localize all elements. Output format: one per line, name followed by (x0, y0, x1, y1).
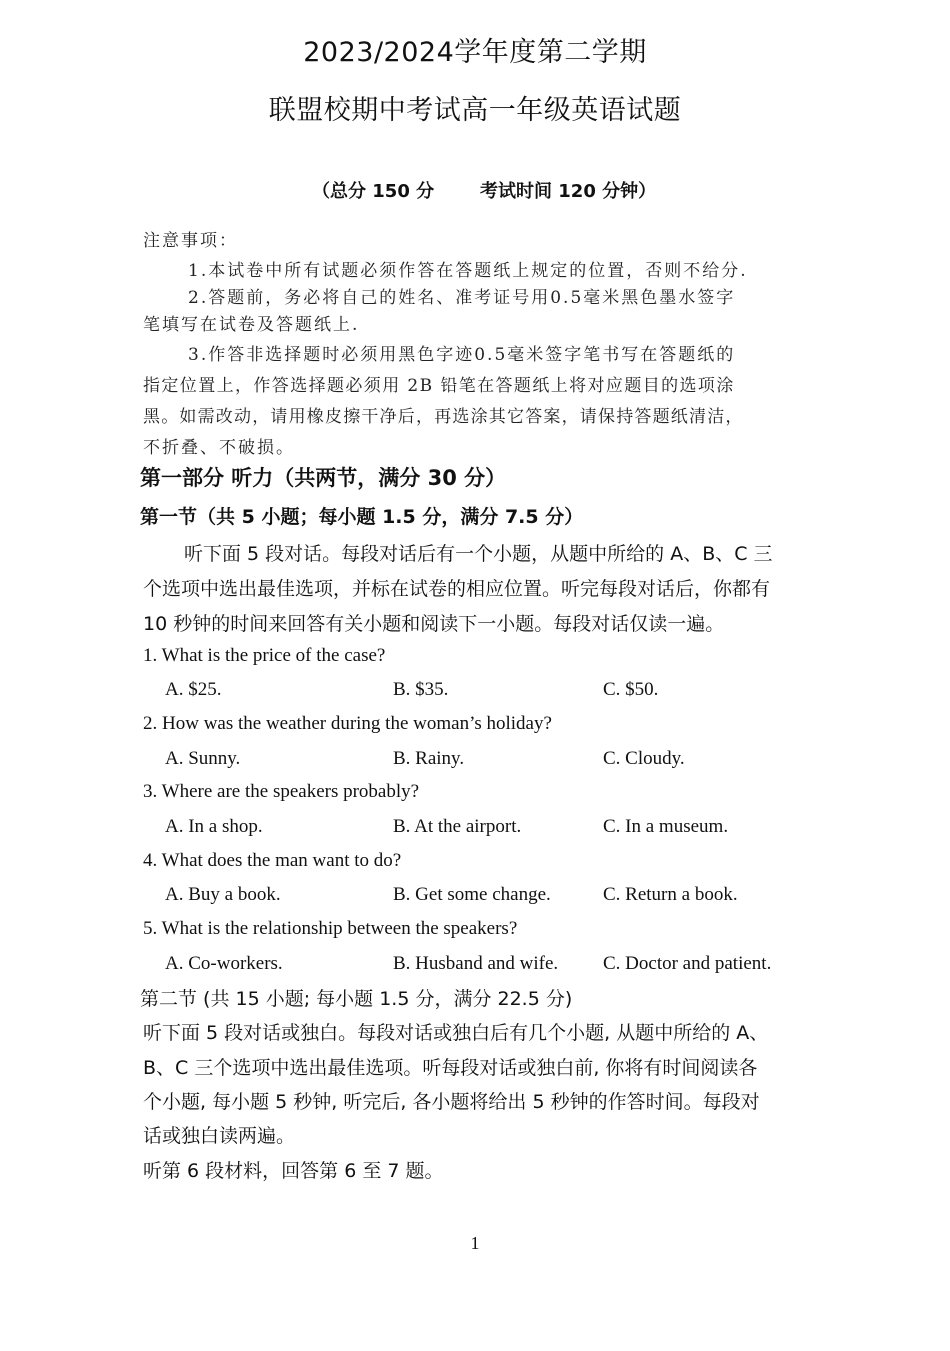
option-c: C. $50. (603, 679, 659, 700)
exam-title-line2: 联盟校期中考试高一年级英语试题 (268, 95, 682, 126)
question-stem: 5. What is the relationship between the speakers? (143, 918, 518, 939)
instruction-line: 听下面 5 段对话或独白。每段对话或独白后有几个小题, 从题中所给的 A、 (143, 1022, 769, 1044)
instruction-line: B、C 三个选项中选出最佳选项。听每段对话或独白前, 你将有时间阅读各 (143, 1057, 758, 1079)
section1-heading: 第一节（共 5 小题；每小题 1.5 分，满分 7.5 分） (140, 506, 584, 528)
notice-line: 指定位置上，作答选择题必须用 2B 铅笔在答题纸上将对应题目的选项涂 (143, 376, 735, 396)
option-c: C. In a museum. (603, 816, 729, 837)
notice-line: 1.本试卷中所有试题必须作答在答题纸上规定的位置，否则不给分. (188, 261, 748, 281)
option-b: B. At the airport. (393, 816, 522, 837)
instruction-line: 个选项中选出最佳选项，并标在试卷的相应位置。听完每段对话后，你都有 (143, 578, 771, 600)
material-note: 听第 6 段材料，回答第 6 至 7 题。 (143, 1160, 444, 1182)
option-a: A. Buy a book. (165, 884, 281, 905)
notice-line: 笔填写在试卷及答题纸上. (143, 315, 360, 335)
option-b: B. Husband and wife. (393, 953, 559, 974)
notice-line: 不折叠、不破损。 (143, 438, 295, 458)
notice-line: 2.答题前，务必将自己的姓名、准考证号用0.5毫米黑色墨水签字 (188, 288, 736, 308)
instruction-line: 听下面 5 段对话。每段对话后有一个小题，从题中所给的 A、B、C 三 (184, 543, 773, 565)
question-stem: 3. Where are the speakers probably? (143, 781, 420, 802)
notice-line: 3.作答非选择题时必须用黑色字迹0.5毫米签字笔书写在答题纸的 (188, 345, 736, 365)
option-c: C. Return a book. (603, 884, 738, 905)
notice-heading: 注意事项： (143, 231, 238, 251)
option-a: A. $25. (165, 679, 222, 700)
part1-heading: 第一部分 听力（共两节，满分 30 分） (140, 466, 507, 490)
option-a: A. Sunny. (165, 748, 241, 769)
question-stem: 4. What does the man want to do? (143, 850, 402, 871)
option-c: C. Cloudy. (603, 748, 685, 769)
total-score: （总分 150 分 (312, 181, 435, 202)
section2-heading: 第二节 (共 15 小题; 每小题 1.5 分，满分 22.5 分) (140, 988, 573, 1010)
page-number: 1 (470, 1233, 480, 1253)
option-c: C. Doctor and patient. (603, 953, 772, 974)
question-stem: 2. How was the weather during the woman’s holiday? (143, 713, 552, 734)
notice-line: 黑。如需改动，请用橡皮擦干净后，再选涂其它答案，请保持答题纸清洁， (143, 407, 744, 427)
instruction-line: 10 秒钟的时间来回答有关小题和阅读下一小题。每段对话仅读一遍。 (143, 613, 725, 635)
exam-time: 考试时间 120 分钟） (480, 181, 657, 202)
question-stem: 1. What is the price of the case? (143, 645, 386, 666)
option-b: B. $35. (393, 679, 449, 700)
option-a: A. Co-workers. (165, 953, 283, 974)
option-b: B. Get some change. (393, 884, 551, 905)
exam-title-line1: 2023/2024学年度第二学期 (303, 37, 647, 68)
option-a: A. In a shop. (165, 816, 263, 837)
instruction-line: 话或独白读两遍。 (143, 1125, 296, 1147)
option-b: B. Rainy. (393, 748, 465, 769)
instruction-line: 个小题, 每小题 5 秒钟, 听完后, 各小题将给出 5 秒钟的作答时间。每段对 (143, 1091, 760, 1113)
